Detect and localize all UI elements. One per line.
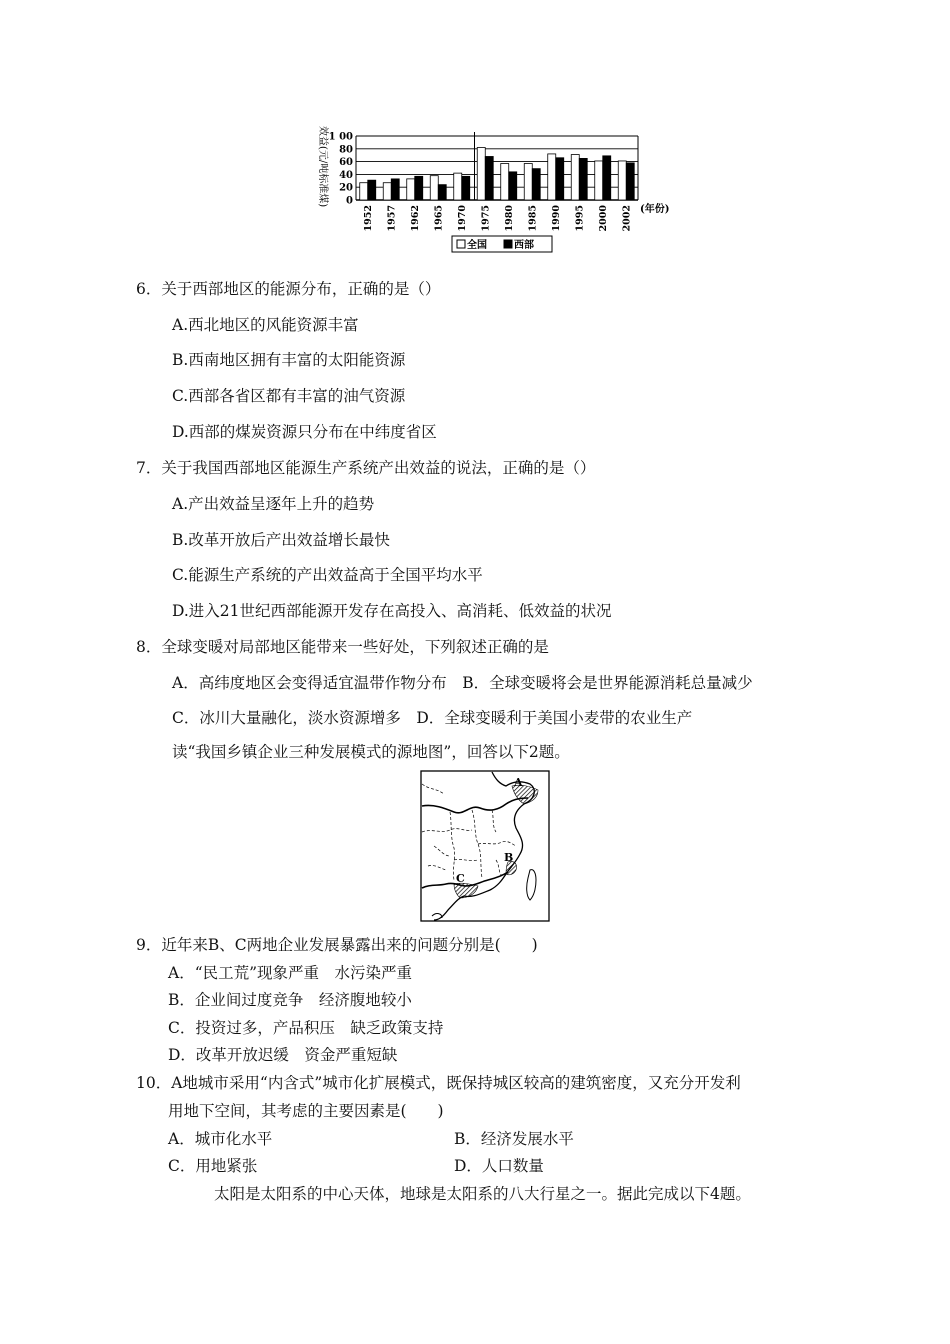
bar-national [571,155,579,200]
township-enterprise-map [420,770,550,922]
question-7-option-a: A.产出效益呈逐年上升的趋势 [172,495,375,513]
x-tick-label: 1980 [503,205,515,232]
question-6-option-d: D.西部的煤炭资源只分布在中纬度省区 [172,423,437,441]
question-7-option-c: C.能源生产系统的产出效益高于全国平均水平 [172,566,483,584]
bar-west [438,185,446,200]
sun-intro-text: 太阳是太阳系的中心天体，地球是太阳系的八大行星之一。据此完成以下4题。 [214,1185,751,1203]
question-9-option-c: C．投资过多，产品积压 缺乏政策支持 [168,1019,444,1037]
y-axis-label: 效益(元/吨标准煤) [317,126,328,208]
bar-national [618,161,626,200]
x-tick-label: 1957 [386,205,398,232]
question-10-option-a: A．城市化水平 [168,1130,273,1148]
x-tick-label: 1990 [550,205,562,232]
x-axis-unit: (年份) [640,204,670,215]
question-7-option-b: B.改革开放后产出效益增长最快 [172,531,390,549]
bar-west [603,156,611,200]
question-6-option-c: C.西部各省区都有丰富的油气资源 [172,387,406,405]
x-tick-label: 1970 [456,205,468,232]
bar-west [485,156,493,200]
bar-west [626,163,634,200]
question-8-options-line1: A．高纬度地区会变得适宜温带作物分布 B．全球变暖将会是世界能源消耗总量减少 [172,674,753,692]
bar-national [477,148,485,200]
legend-swatch-national [457,240,465,248]
x-tick-label: 1952 [362,205,374,232]
question-9-option-a: A．“民工荒”现象严重 水污染严重 [168,964,413,982]
bar-national [360,183,368,200]
question-10-option-b: B．经济发展水平 [454,1130,574,1148]
y-tick-label: 20 [339,182,353,194]
legend [452,236,552,252]
y-tick-label: 0 [346,195,353,207]
x-tick-label: 2000 [597,205,609,232]
bar-national [383,183,391,200]
question-10-stem-line2: 用地下空间，其考虑的主要因素是( ) [168,1102,444,1120]
question-8-options-line2: C．冰川大量融化，淡水资源增多 D．全球变暖利于美国小麦带的农业生产 [172,709,693,727]
legend-label-national: 全国 [467,240,487,251]
x-tick-label: 1965 [433,205,445,232]
y-tick-label: 80 [339,144,353,156]
energy-efficiency-bar-chart [300,120,680,260]
bar-national [595,161,603,200]
bar-west [368,180,376,200]
bar-west [509,172,517,200]
bar-national [430,176,438,200]
question-10-option-c: C．用地紧张 [168,1157,258,1175]
bar-west [579,158,587,200]
map-intro-text: 读“我国乡镇企业三种发展模式的源地图”，回答以下2题。 [172,743,570,761]
bar-national [501,164,509,200]
bar-west [415,176,423,200]
y-tick-label: 60 [339,157,353,169]
bar-national [548,154,556,200]
question-10-option-d: D．人口数量 [454,1157,544,1175]
x-tick-label: 1995 [574,205,586,232]
bar-west [391,179,399,200]
x-tick-label: 1975 [480,205,492,232]
question-6-option-a: A.西北地区的风能资源丰富 [172,316,359,334]
map-label-b: B [504,851,514,864]
question-10-stem-line1: 10．A地城市采用“内含式”城市化扩展模式，既保持城区较高的建筑密度，又充分开发利 [136,1074,741,1092]
bar-west [462,176,470,200]
y-tick-label: 40 [339,169,353,181]
legend-swatch-west [504,240,512,248]
x-tick-label: 2002 [621,205,633,232]
question-7-stem: 7．关于我国西部地区能源生产系统产出效益的说法，正确的是（） [136,459,596,477]
question-6-option-b: B.西南地区拥有丰富的太阳能资源 [172,351,406,369]
x-tick-label: 1962 [409,205,421,232]
question-8-stem: 8．全球变暖对局部地区能带来一些好处，下列叙述正确的是 [136,638,549,656]
question-9-option-b: B．企业间过度竞争 经济腹地较小 [168,991,412,1009]
bar-west [556,158,564,200]
bar-national [524,164,532,200]
map-label-c: C [456,872,465,885]
question-6-stem: 6．关于西部地区的能源分布，正确的是（） [136,280,441,298]
map-label-a: A [514,776,523,789]
bar-national [454,173,462,200]
y-tick-label: 1 00 [328,131,353,143]
legend-label-west: 西部 [514,240,534,251]
bar-west [532,169,540,200]
question-9-option-d: D．改革开放迟缓 资金严重短缺 [168,1046,398,1064]
question-7-option-d: D.进入21世纪西部能源开发存在高投入、高消耗、低效益的状况 [172,602,612,620]
question-9-stem: 9．近年来B、C两地企业发展暴露出来的问题分别是( ) [136,936,538,954]
bar-national [407,179,415,200]
x-tick-label: 1985 [527,205,539,232]
